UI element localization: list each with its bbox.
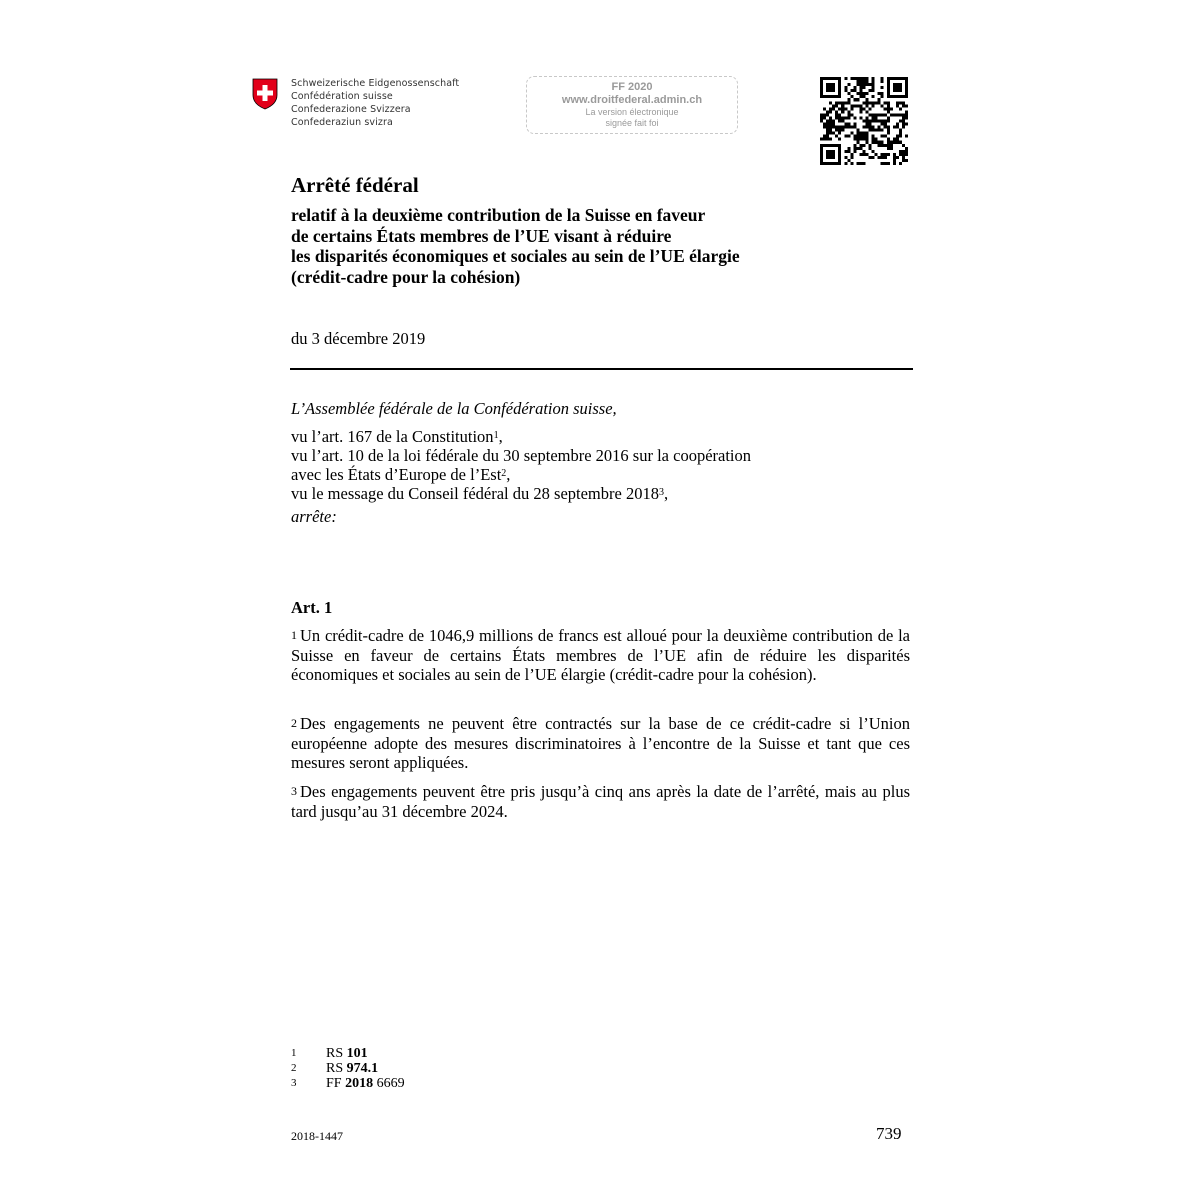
legal-basis-line: avec les États d’Europe de l’Est$^2$,	[291, 465, 511, 484]
stamp-website: www.droitfederal.admin.ch	[561, 94, 703, 106]
article-title: Art. 1	[291, 598, 333, 617]
document-subtitle	[291, 205, 891, 287]
document-reference: 2018-1447	[291, 1129, 343, 1143]
confederation-names	[291, 77, 459, 129]
legal-basis-line: vu l’art. 10 de la loi fédérale du 30 septembre 2016 sur la coopération	[291, 446, 752, 465]
footnote-item: 3 FF 2018 6669	[291, 1076, 405, 1091]
decree-line: arrête:	[291, 507, 337, 526]
qr-code-icon	[820, 77, 908, 165]
paragraph-number: 1	[291, 628, 297, 642]
footnote-ref[interactable]: 1	[493, 430, 499, 441]
confederation-line-it: Confederazione Svizzera	[291, 104, 411, 115]
document-date: du 3 décembre 2019	[291, 329, 426, 348]
footnote-item: 1 RS 101	[291, 1046, 368, 1061]
page-number: 739	[876, 1124, 902, 1143]
paragraph-number: 2	[291, 716, 297, 730]
footnote-ref[interactable]: 2	[501, 468, 507, 479]
confederation-line-de: Schweizerische Eidgenossenschaft	[291, 78, 460, 89]
subtitle-line: les disparités économiques et sociales au sein de l’UE élargie	[291, 246, 740, 266]
subtitle-line: relatif à la deuxième contribution de la Suisse en faveur	[291, 205, 706, 225]
subtitle-line: de certains États membres de l’UE visant à réduire	[291, 225, 672, 246]
assembly-line: L’Assemblée fédérale de la Confédération suisse,	[291, 399, 617, 418]
footnote-number: 2	[291, 1062, 297, 1074]
confederation-line-fr: Confédération suisse	[291, 91, 393, 102]
legal-basis-line: vu l’art. 167 de la Constitution$^1$,	[291, 427, 503, 446]
article-paragraph	[291, 714, 910, 773]
electronic-version-stamp	[526, 76, 738, 134]
article-paragraph	[291, 782, 910, 821]
stamp-note-1: La version électronique	[585, 107, 679, 117]
paragraph-text: Des engagements ne peuvent être contractés sur la base de ce crédit-cadre si l’Union européenne adopte des mesures discriminatoires à l’encontre de la Suisse et tant que ces mesures seront appliquées.	[291, 714, 910, 772]
preamble	[291, 399, 911, 526]
stamp-note-2: signée fait foi	[605, 118, 659, 128]
confederation-line-rm: Confederaziun svizra	[291, 117, 393, 128]
horizontal-rule	[290, 368, 913, 370]
page-title: Arrêté fédéral	[291, 173, 419, 197]
paragraph-number: 3	[291, 784, 297, 798]
footnote-number: 3	[291, 1077, 297, 1089]
subtitle-line: (crédit-cadre pour la cohésion)	[291, 266, 521, 287]
legal-basis-line: vu le message du Conseil fédéral du 28 septembre 2018$^3$,	[291, 484, 669, 503]
stamp-ff-year: FF 2020	[611, 81, 653, 93]
paragraph-text: Des engagements peuvent être pris jusqu’à cinq ans après la date de l’arrêté, mais au plus tard jusqu’au 31 décembre 2024.	[291, 782, 910, 821]
footnote-ref[interactable]: 3	[658, 487, 664, 498]
footnote-number: 1	[291, 1047, 297, 1059]
swiss-cross-emblem-icon	[251, 78, 279, 110]
footnote-item: 2 RS 974.1	[291, 1061, 379, 1076]
footnotes	[291, 1046, 405, 1091]
article-paragraph	[291, 626, 910, 685]
paragraph-text: Un crédit-cadre de 1046,9 millions de francs est alloué pour la deuxième contribution de la Suisse en faveur de certains États membres de l’UE afin de réduire les disparités économiques et sociales au sein de l’UE élargie (crédit-cadre pour la cohésion).	[291, 626, 910, 684]
